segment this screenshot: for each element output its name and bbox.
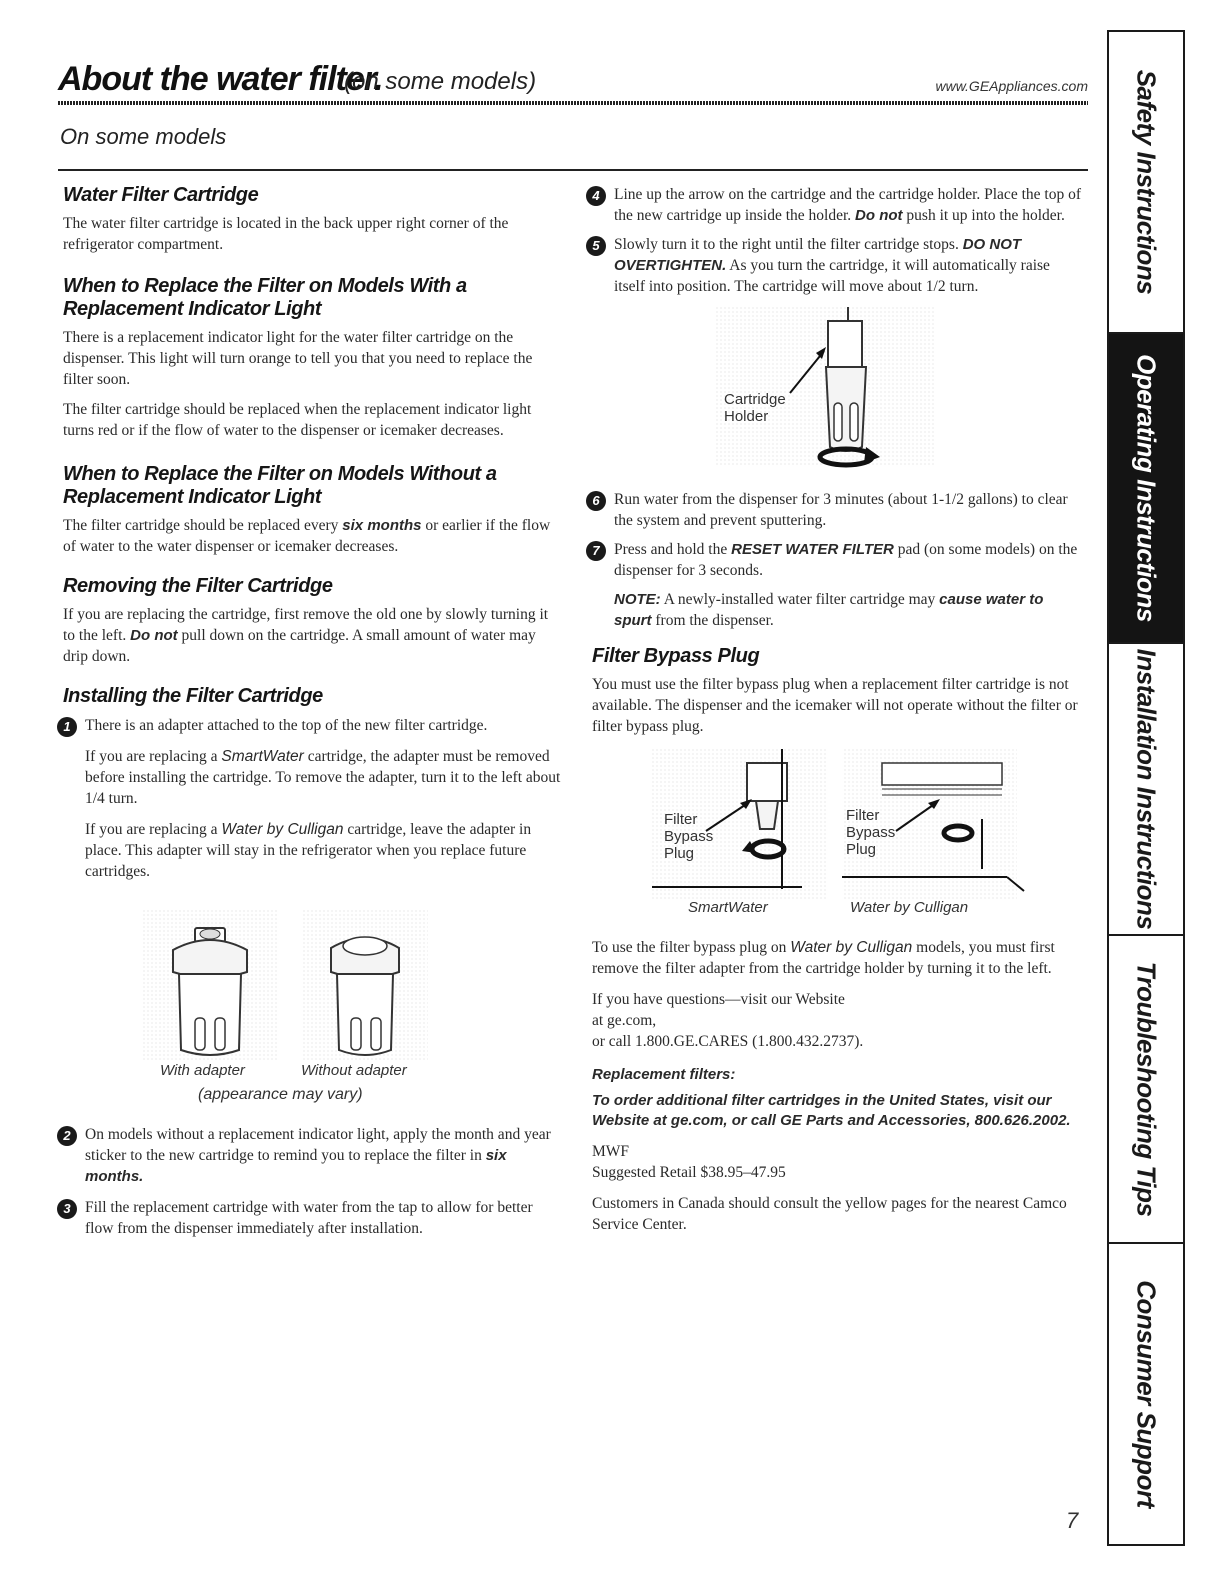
tab-safety-instructions[interactable] (1109, 32, 1183, 334)
with-adapter-label: With adapter (160, 1062, 245, 1079)
removing-heading: Removing the Filter Cartridge (63, 575, 333, 597)
step-1 (63, 715, 563, 882)
removing-paragraph: If you are replacing the cartridge, first remove the old one by slowly turning it to the left. Do not pull down on the cartridge. A small amount of water may drip down. (63, 606, 549, 665)
tab-installation-instructions[interactable] (1109, 644, 1183, 936)
models-note: On some models (60, 124, 227, 149)
tab-label: Troubleshooting Tips (1131, 961, 1162, 1217)
order-text: To order additional filter cartridges in the United States, visit our Website at ge.com, or call GE Parts and Accessories, 800.626.2002. (592, 1092, 1071, 1129)
step-2-text: On models without a replacement indicator light, apply the month and year sticker to the new cartridge to remind you to replace the filter in six months. (85, 1126, 551, 1185)
replacement-heading: Replacement filters: (592, 1066, 736, 1083)
tab-label: Safety Instructions (1131, 69, 1162, 295)
smartwater-bypass-label: Filter Bypass Plug (664, 811, 714, 862)
section-rule (58, 169, 1088, 171)
step-1-smartwater-note: If you are replacing a SmartWater cartridge, the adapter must be removed before installing the cartridge. To remove the adapter, turn it to the left about 1/4 turn. (85, 748, 561, 807)
bypass-text: You must use the filter bypass plug when a replacement filter cartridge is not available. The dispenser and the icemaker will not operate without the filter or filter bypass plug. (592, 676, 1078, 735)
step-2 (63, 1124, 563, 1187)
bypass-plug-figure (592, 749, 1082, 929)
tab-label: Operating Instructions (1131, 354, 1162, 622)
questions-line-1: If you have questions—visit our Website (592, 991, 845, 1008)
questions-line-3: or call 1.800.GE.CARES (1.800.432.2737). (592, 1033, 864, 1050)
website-url: www.GEAppliances.com (935, 78, 1088, 94)
with-indicator-paragraph-1: There is a replacement indicator light for the water filter cartridge on the dispenser. This light will turn orange to tell you that you need to replace the filter soon. (63, 329, 533, 388)
page-subtitle: (on some models) (344, 68, 537, 95)
step-number-badge: 5 (586, 236, 606, 256)
step-5 (592, 234, 1082, 297)
step-3 (63, 1197, 563, 1239)
cartridge-holder-label: Cartridge Holder (724, 391, 786, 425)
questions-line-2: at ge.com, (592, 1012, 657, 1029)
culligan-bypass-label: Filter Bypass Plug (846, 807, 896, 858)
cartridge-holder-figure (592, 305, 1082, 485)
right-column (592, 180, 1082, 1235)
without-indicator-heading: When to Replace the Filter on Models Without a Replacement Indicator Light (63, 463, 497, 508)
step-number-badge: 4 (586, 186, 606, 206)
step-1-culligan-note: If you are replacing a Water by Culligan cartridge, leave the adapter in place. This adapter will stay in the refrigerator when you replace future cartridges. (85, 821, 532, 880)
page-title: About the water filter. (58, 60, 383, 98)
step-number-badge: 6 (586, 491, 606, 511)
bypass-heading: Filter Bypass Plug (592, 645, 760, 667)
cartridge-heading: Water Filter Cartridge (63, 184, 259, 206)
canada-text: Customers in Canada should consult the yellow pages for the nearest Camco Service Center. (592, 1195, 1067, 1233)
step-5-text: Slowly turn it to the right until the filter cartridge stops. DO NOT OVERTIGHTEN. As you turn the cartridge, it will automatically raise itself into position. The cartridge will move about 1/2 turn. (614, 236, 1050, 295)
without-indicator-paragraph: The filter cartridge should be replaced every six months or earlier if the flow of water to the water dispenser or icemaker decreases. (63, 517, 551, 555)
culligan-label: Water by Culligan (850, 899, 969, 916)
tab-operating-instructions[interactable] (1109, 334, 1183, 644)
page-number: 7 (1066, 1508, 1079, 1533)
installing-heading: Installing the Filter Cartridge (63, 685, 323, 707)
step-6 (592, 489, 1082, 531)
without-adapter-label: Without adapter (301, 1062, 407, 1079)
smartwater-label: SmartWater (688, 899, 768, 916)
figure-caption: (appearance may vary) (198, 1086, 363, 1103)
cartridge-text: The water filter cartridge is located in the back upper right corner of the refrigerator compartment. (63, 215, 509, 253)
with-indicator-paragraph-2: The filter cartridge should be replaced when the replacement indicator light turns red or if the flow of water to the dispenser or icemaker decreases. (63, 401, 532, 439)
step-number-badge: 7 (586, 541, 606, 561)
step-number-badge: 2 (57, 1126, 77, 1146)
retail-price: Suggested Retail $38.95–47.95 (592, 1164, 786, 1181)
step-6-text: Run water from the dispenser for 3 minutes (about 1-1/2 gallons) to clear the system and prevent sputtering. (614, 491, 1068, 529)
title-dotted-rule (58, 101, 1088, 105)
note-text: NOTE: A newly-installed water filter cartridge may cause water to spurt from the dispenser. (614, 591, 1044, 629)
left-column (63, 180, 563, 1239)
page-header (58, 58, 1088, 118)
cartridge-figure (63, 910, 563, 1110)
cartridge-illustration (143, 910, 563, 1080)
step-4 (592, 184, 1082, 226)
step-7-text: Press and hold the RESET WATER FILTER pad (on some models) on the dispenser for 3 seconds. (614, 541, 1078, 579)
step-4-text: Line up the arrow on the cartridge and the cartridge holder. Place the top of the new cartridge up inside the holder. Do not push it up into the holder. (614, 186, 1081, 224)
step-number-badge: 3 (57, 1199, 77, 1219)
bypass-use-text: To use the filter bypass plug on Water by Culligan models, you must first remove the filter adapter from the cartridge holder by turning it to the left. (592, 939, 1055, 977)
tab-consumer-support[interactable] (1109, 1244, 1183, 1544)
section-tabs (1107, 30, 1185, 1546)
tab-troubleshooting-tips[interactable] (1109, 936, 1183, 1244)
tab-label: Consumer Support (1131, 1280, 1162, 1508)
model-code: MWF (592, 1143, 630, 1160)
step-3-text: Fill the replacement cartridge with water from the tap to allow for better flow from the dispenser immediately after installation. (85, 1199, 533, 1237)
step-7 (592, 539, 1082, 631)
tab-label: Installation Instructions (1131, 648, 1162, 930)
step-1-text: There is an adapter attached to the top of the new filter cartridge. (85, 717, 488, 734)
step-number-badge: 1 (57, 717, 77, 737)
with-indicator-heading: When to Replace the Filter on Models With a Replacement Indicator Light (63, 275, 467, 320)
